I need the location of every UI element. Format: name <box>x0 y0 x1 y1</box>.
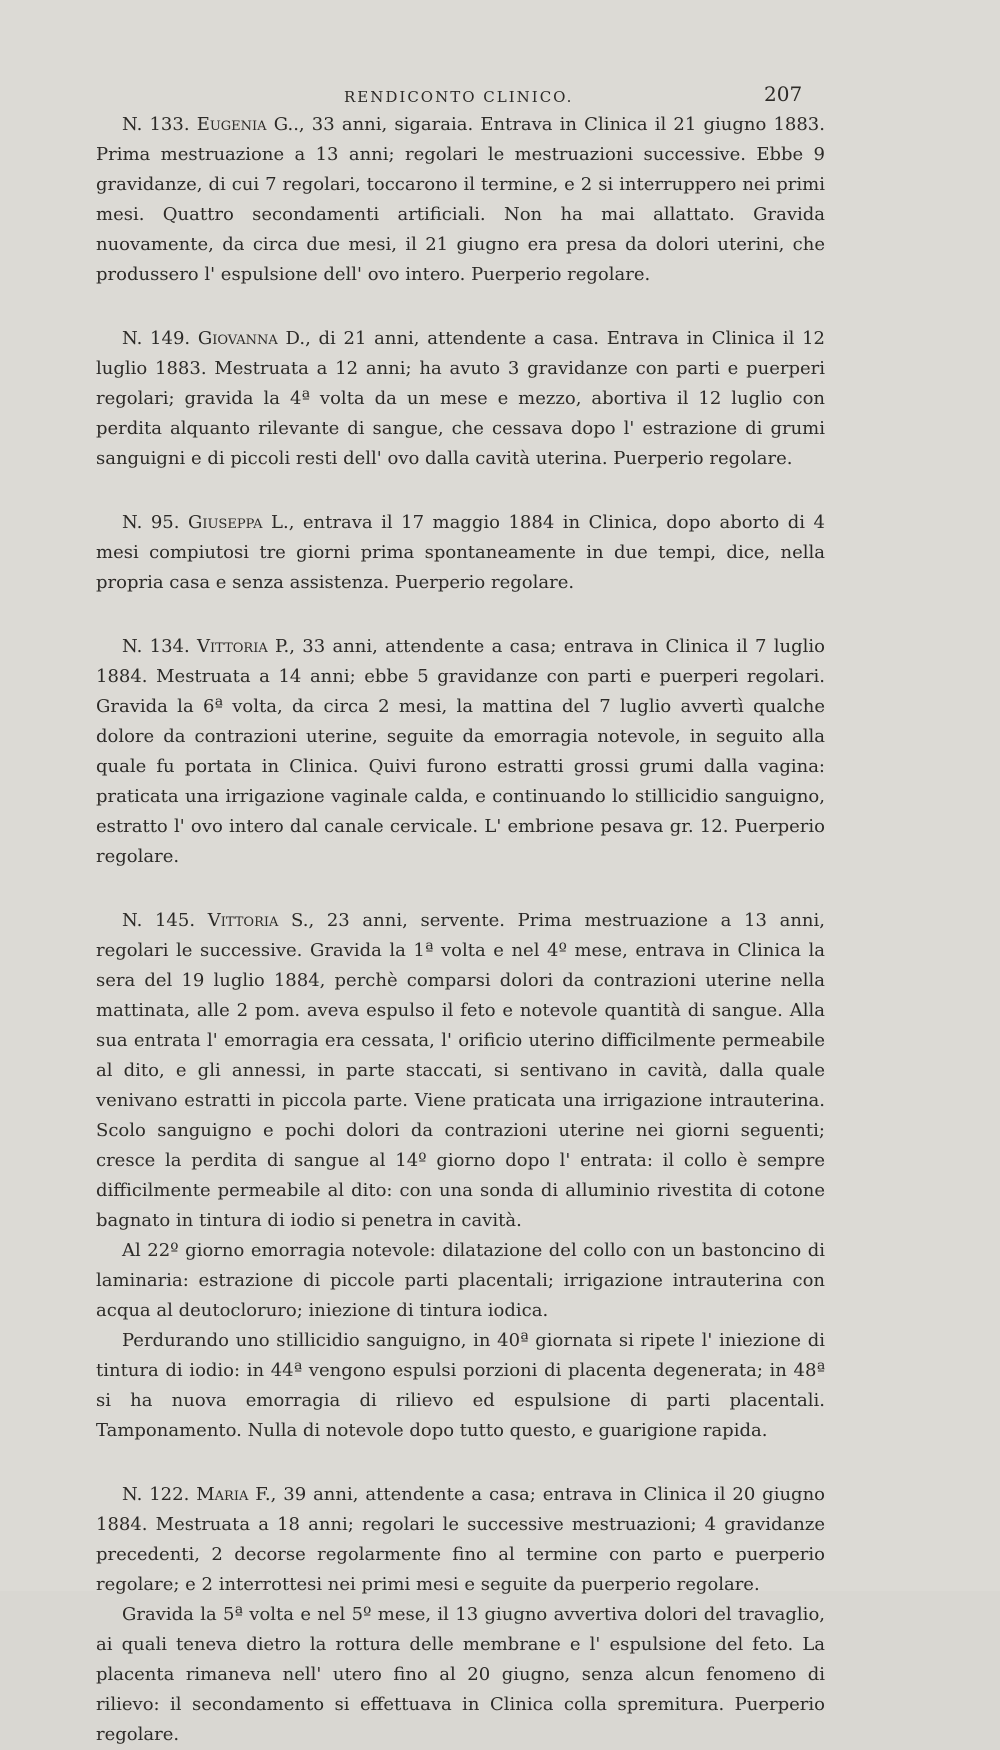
patient-name: Giuseppa L. <box>187 512 289 533</box>
case-text: , di 21 anni, attendente a casa. Entrava in Clinica il 12 luglio 1883. Mestruata a 12 anni; ha avuto 3 gravidanze con parti e puerperi regolari; gravida la 4ª volta da un mese e mezzo, abortiva il 12 luglio con perdita alquanto rilevante di sangue, che cessava dopo l' estrazione di grumi sanguigni e di piccoli resti dell' ovo dalla cavità uterina. Puerperio regolare. <box>96 328 825 469</box>
case-entry <box>96 324 825 474</box>
case-text: , 23 anni, servente. Prima mestruazione a 13 anni, regolari le successive. Gravida la 1ª volta e nel 4º mese, entrava in Clinica la sera del 19 luglio 1884, perchè comparsi dolori da contrazioni uterine nella mattinata, alle 2 pom. aveva espulso il feto e notevole quantità di sangue. Alla sua entrata l' emorragia era cessata, l' orificio uterino difficilmente permeabile al dito, e gli annessi, in parte staccati, si sentivano in cavità, dalla quale venivano estratti in piccola parte. Viene praticata una irrigazione intrauterina. Scolo sanguigno e pochi dolori da contrazioni uterine nei giorni seguenti; cresce la perdita di sangue al 14º giorno dopo l' entrata: il collo è sempre difficilmente permeabile al dito: con una sonda di alluminio rivestita di cotone bagnato in tintura di iodio si penetra in cavità. <box>96 910 825 1231</box>
case-entry <box>96 906 825 1446</box>
case-paragraph: Gravida la 5ª volta e nel 5º mese, il 13 giugno avvertiva dolori del travaglio, ai quali teneva dietro la rottura delle membrane e l' espulsione del feto. La placenta rimaneva nell' utero fino al 20 giugno, senza alcun fenomeno di rilievo: il secondamento si effettuava in Clinica colla spremitura. Puerperio regolare. <box>96 1604 825 1745</box>
patient-name: Giovanna D. <box>197 328 306 349</box>
case-paragraph <box>96 632 825 872</box>
page-header <box>96 60 825 106</box>
case-paragraph <box>96 906 825 1236</box>
case-number: N. 149. <box>122 328 191 349</box>
case-text: ., 33 anni, sigaraia. Entrava in Clinica il 21 giugno 1883. Prima mestruazione a 13 anni; regolari le mestruazioni successive. Ebbe 9 gravidanze, di cui 7 regolari, toccarono il termine, e 2 si interruppero nei primi mesi. Quattro secondamenti artificiali. Non ha mai allattato. Gravida nuovamente, da circa due mesi, il 21 giugno era presa da dolori uterini, che produssero l' espulsione dell' ovo intero. Puerperio regolare. <box>96 114 825 285</box>
case-text: , 39 anni, attendente a casa; entrava in Clinica il 20 giugno 1884. Mestruata a 18 anni; regolari le successive mestruazioni; 4 gravidanze precedenti, 2 decorse regolarmente fino al termine con parto e puerperio regolare; e 2 interrottesi nei primi mesi e seguite da puerperio regolare. <box>96 1484 825 1595</box>
case-number: N. 122. <box>122 1484 190 1505</box>
case-text: , entrava il 17 maggio 1884 in Clinica, dopo aborto di 4 mesi compiutosi tre giorni prima spontaneamente in due tempi, dice, nella propria casa e senza assistenza. Puerperio regolare. <box>96 512 825 593</box>
patient-name: Vittoria P. <box>197 636 290 657</box>
case-number: N. 134. <box>122 636 190 657</box>
case-entry <box>96 508 825 598</box>
case-number: N. 95. <box>122 512 180 533</box>
case-entry <box>96 1480 825 1750</box>
patient-name: Maria F. <box>196 1484 271 1505</box>
case-paragraph <box>96 110 825 290</box>
case-paragraph <box>96 508 825 598</box>
case-entry <box>96 110 825 290</box>
case-paragraph <box>96 324 825 474</box>
case-entry <box>96 632 825 872</box>
case-paragraph: Perdurando uno stillicidio sanguigno, in 40ª giornata si ripete l' iniezione di tintura di iodio: in 44ª vengono espulsi porzioni di placenta degenerata; in 48ª si ha nuova emorragia di rilievo ed espulsione di parti placentali. Tamponamento. Nulla di notevole dopo tutto questo, e guarigione rapida. <box>96 1330 825 1441</box>
patient-name: Vittoria S. <box>207 910 309 931</box>
running-title: RENDICONTO CLINICO. <box>344 88 574 106</box>
case-paragraph <box>96 1480 825 1600</box>
page-number: 207 <box>764 82 803 106</box>
patient-name: Eugenia G. <box>196 114 294 135</box>
case-text: , 33 anni, attendente a casa; entrava in Clinica il 7 luglio 1884. Mestruata a 14 anni; ebbe 5 gravidanze con parti e puerperi regolari. Gravida la 6ª volta, da circa 2 mesi, la mattina del 7 luglio avvertì qualche dolore da contrazioni uterine, seguite da emorragia notevole, in seguito alla quale fu portata in Clinica. Quivi furono estratti grossi grumi dalla vagina: praticata una irrigazione vaginale calda, e continuando lo stillicidio sanguigno, estratto l' ovo intero dal canale cervicale. L' embrione pesava gr. 12. Puerperio regolare. <box>96 636 825 867</box>
case-number: N. 133. <box>122 114 190 135</box>
case-paragraph: Al 22º giorno emorragia notevole: dilatazione del collo con un bastoncino di laminaria: estrazione di piccole parti placentali; irrigazione intrauterina con acqua al deutocloruro; iniezione di tintura iodica. <box>96 1240 825 1321</box>
case-number: N. 145. <box>122 910 196 931</box>
